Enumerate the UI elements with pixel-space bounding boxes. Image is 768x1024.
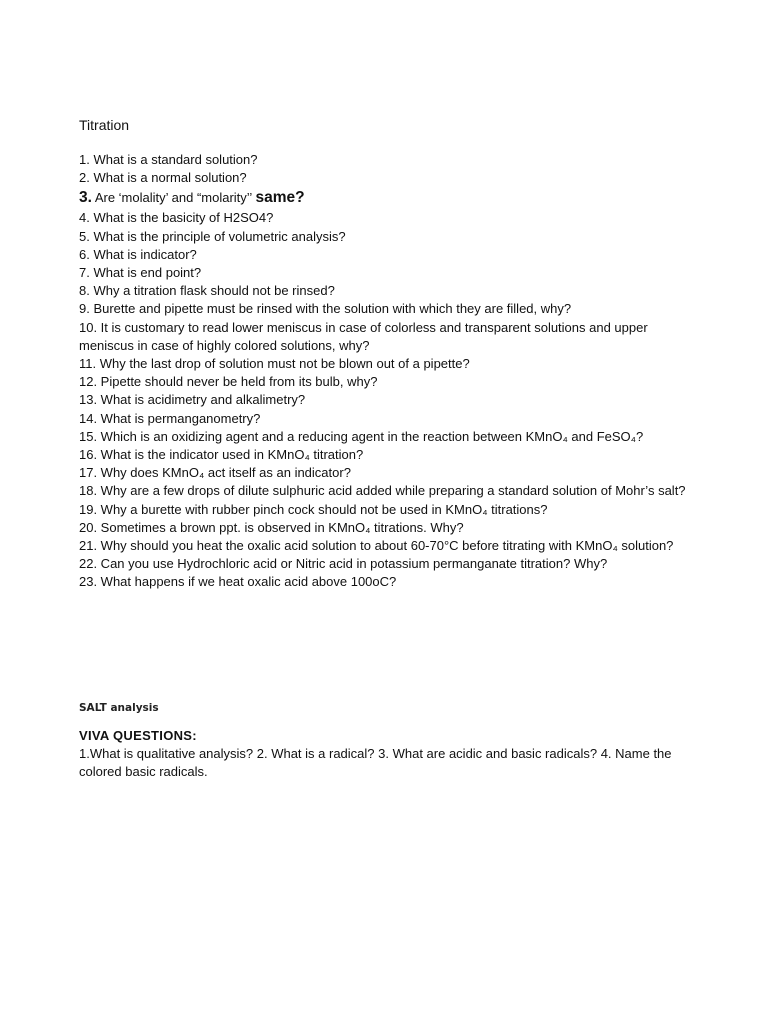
question-3-emphasis: same?	[255, 189, 305, 207]
question-6: 6. What is indicator?	[79, 246, 197, 262]
page-title: Titration	[79, 117, 130, 133]
question-5: 5. What is the principle of volumetric analysis?	[79, 228, 346, 244]
viva-questions-heading: VIVA QUESTIONS:	[79, 728, 197, 743]
question-3-number: 3.	[79, 189, 92, 207]
question-20: 20. Sometimes a brown ppt. is observed in KMnO₄ titrations. Why?	[79, 519, 464, 535]
question-8: 8. Why a titration flask should not be rinsed?	[79, 283, 335, 299]
question-19: 19. Why a burette with rubber pinch cock should not be used in KMnO₄ titrations?	[79, 501, 548, 517]
question-10: 10. It is customary to read lower meniscus in case of colorless and transparent solutions and upper meniscus in case of highly colored solutions, why?	[79, 319, 652, 353]
salt-analysis-heading: SALT analysis	[79, 702, 159, 714]
question-22: 22. Can you use Hydrochloric acid or Nitric acid in potassium permanganate titration? Why?	[79, 556, 608, 572]
question-9: 9. Burette and pipette must be rinsed with the solution with which they are filled, why?	[79, 301, 572, 317]
question-3-text: Are ‘molality’ and “molarity’’	[91, 190, 256, 206]
question-17: 17. Why does KMnO₄ act itself as an indicator?	[79, 465, 351, 481]
question-18: 18. Why are a few drops of dilute sulphuric acid added while preparing a standard solution of Mohr’s salt?	[79, 483, 686, 499]
question-3	[79, 187, 689, 209]
question-23: 23. What happens if we heat oxalic acid above 100oC?	[79, 574, 397, 590]
question-11: 11. Why the last drop of solution must not be blown out of a pipette?	[79, 356, 470, 372]
question-16: 16. What is the indicator used in KMnO₄ titration?	[79, 447, 364, 463]
question-4: 4. What is the basicity of H2SO4?	[79, 210, 274, 226]
question-7: 7. What is end point?	[79, 265, 202, 281]
question-15: 15. Which is an oxidizing agent and a reducing agent in the reaction between KMnO₄ and FeSO₄?	[79, 428, 644, 444]
titration-section	[79, 116, 689, 592]
viva-questions-text: 1.What is qualitative analysis? 2. What is a radical? 3. What are acidic and basic radicals? 4. Name the colored basic radicals.	[79, 746, 672, 779]
question-2: 2. What is a normal solution?	[79, 170, 247, 186]
question-1: 1. What is a standard solution?	[79, 152, 258, 167]
question-14: 14. What is permanganometry?	[79, 410, 261, 426]
question-13: 13. What is acidimetry and alkalimetry?	[79, 392, 306, 408]
question-12: 12. Pipette should never be held from its bulb, why?	[79, 374, 378, 390]
question-21: 21. Why should you heat the oxalic acid solution to about 60-70°C before titrating with KMnO₄ solution?	[79, 538, 674, 554]
